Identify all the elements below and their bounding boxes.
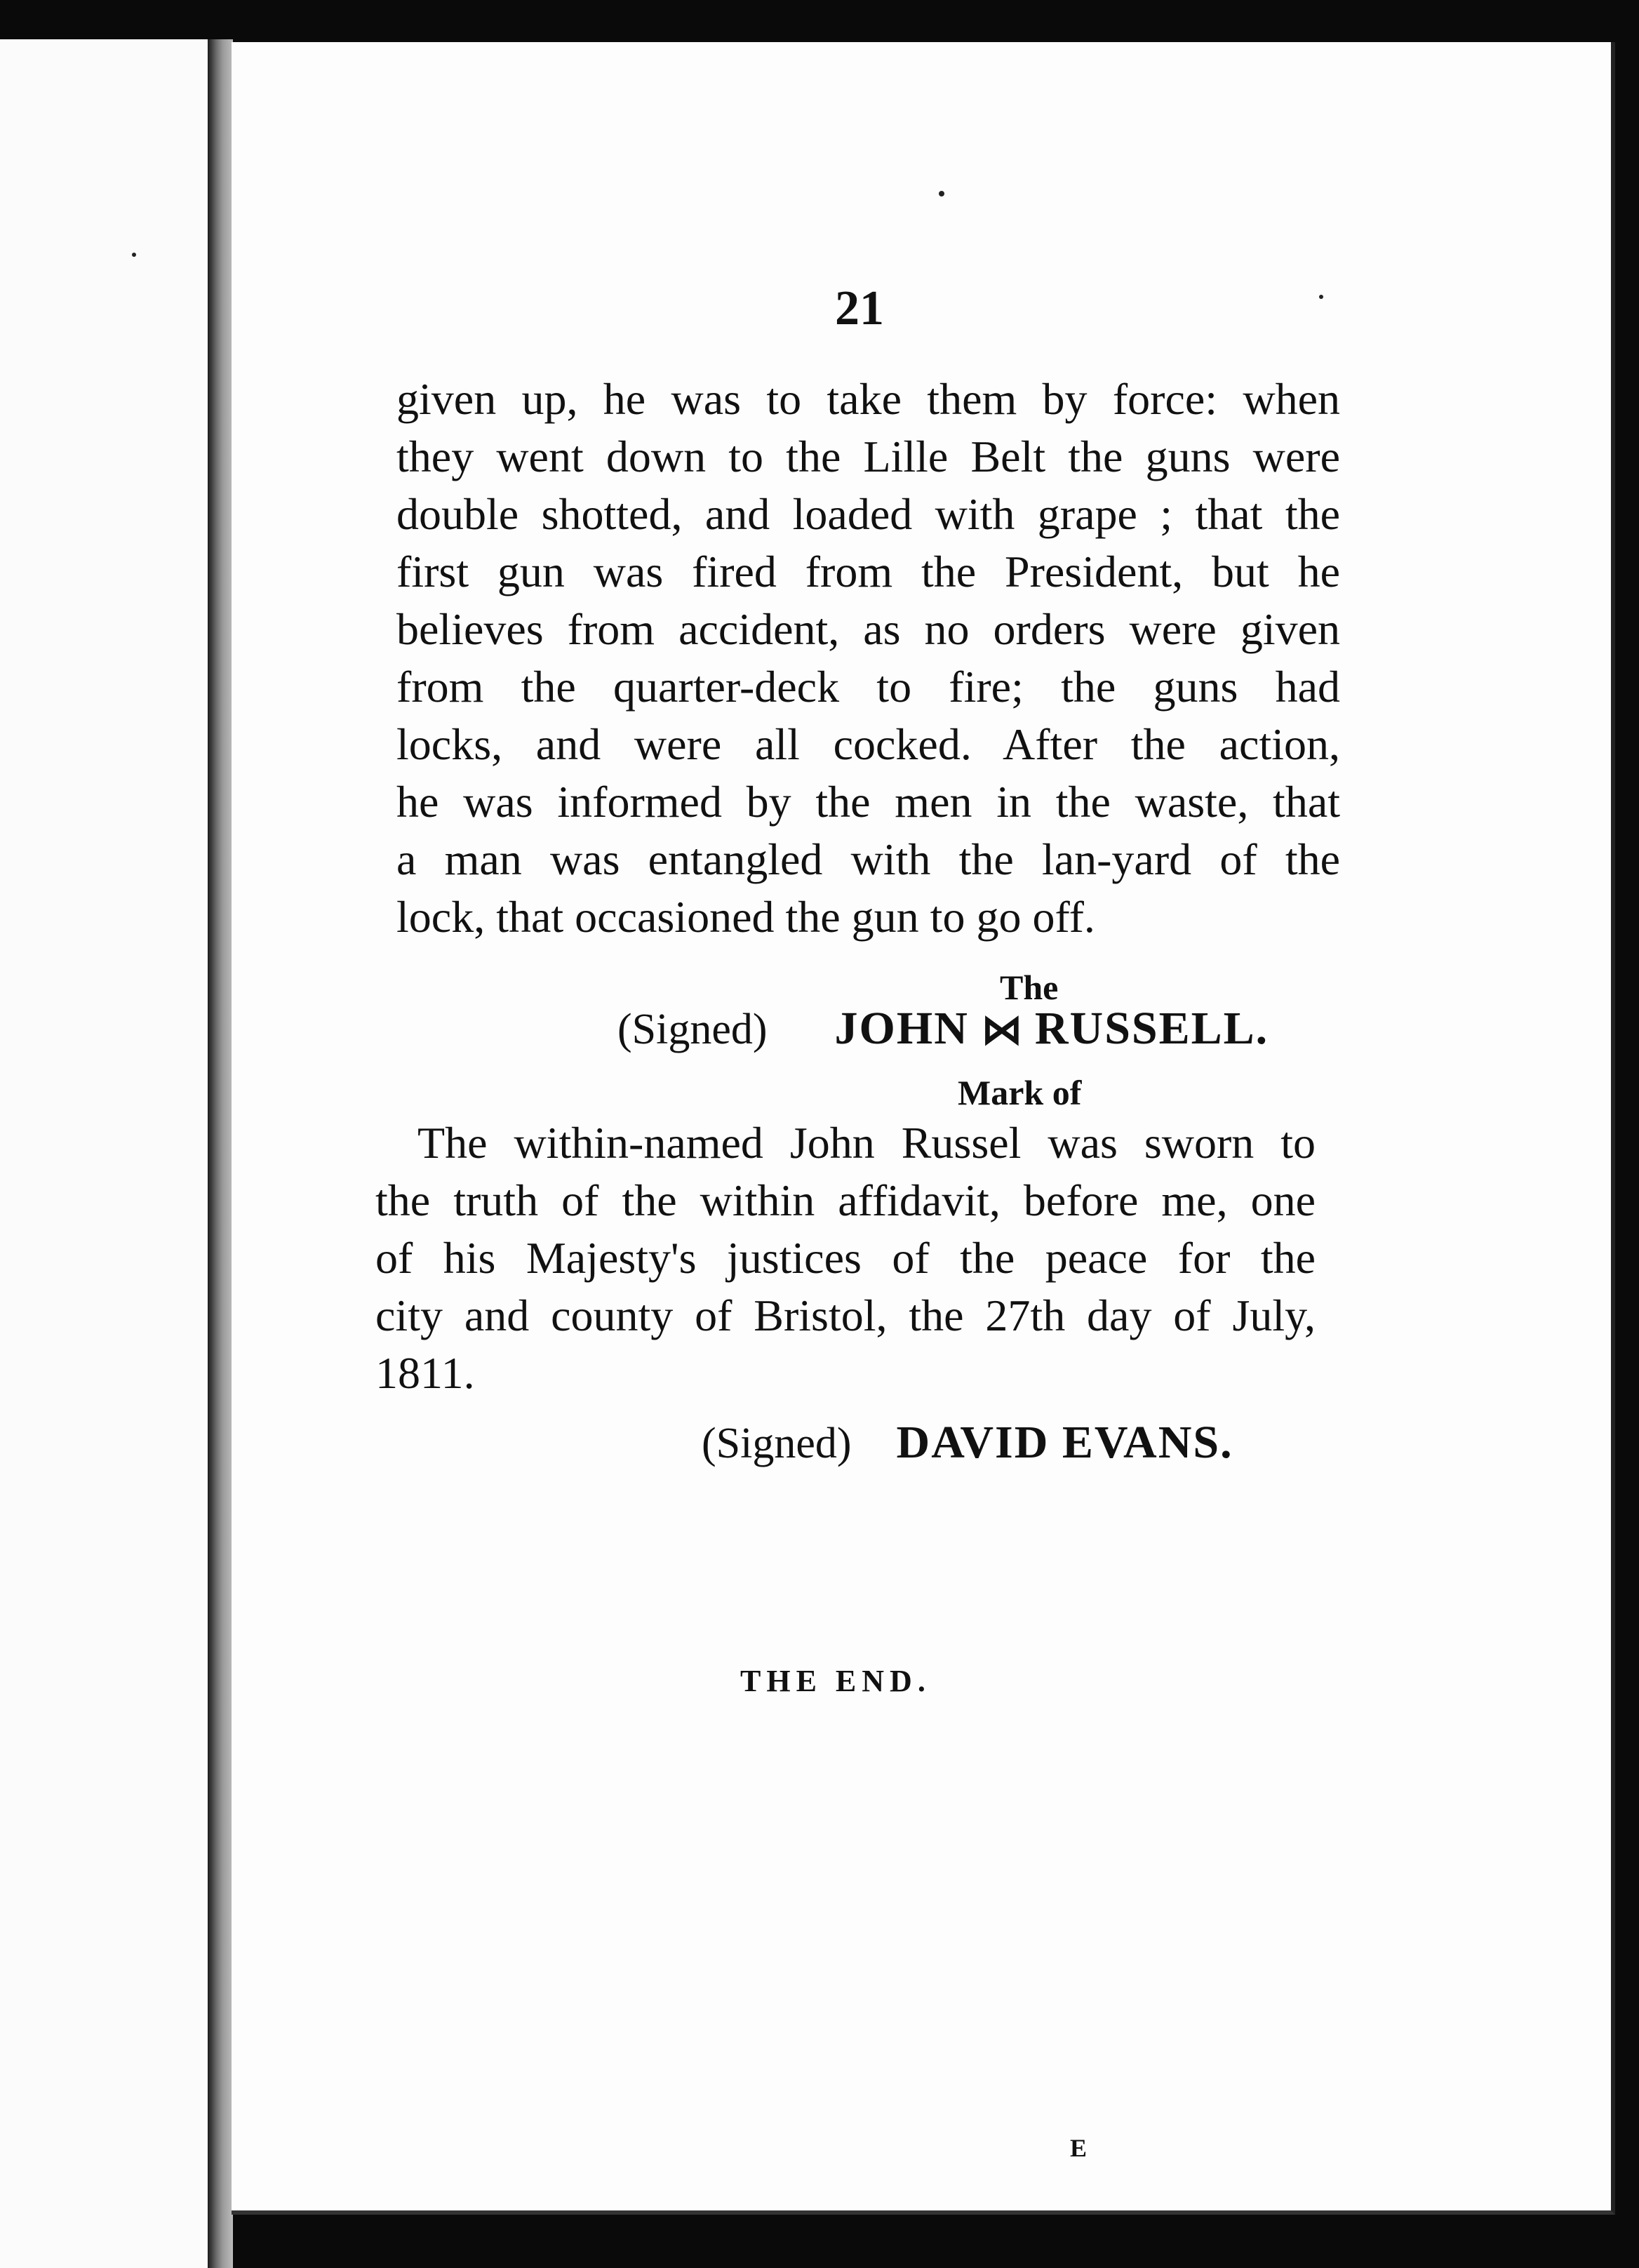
x-mark-icon: ⋈ xyxy=(981,1007,1022,1053)
body-line: believes from accident, as no orders were given xyxy=(396,604,1340,654)
body-line: locks, and were all cocked. After the action, xyxy=(396,719,1340,769)
affidavit-line: 1811. xyxy=(375,1348,475,1398)
body-line: lock, that occasioned the gun to go off. xyxy=(396,892,1095,942)
magistrate-name: DAVID EVANS. xyxy=(896,1417,1233,1468)
body-line: first gun was fired from the President, but he xyxy=(396,547,1340,596)
ink-speck xyxy=(1319,295,1323,299)
page-number: 21 xyxy=(835,281,884,335)
body-line: double shotted, and loaded with grape ; that the xyxy=(396,489,1340,539)
body-line: he was informed by the men in the waste, that xyxy=(396,777,1340,827)
affidavit-line: the truth of the within affidavit, before me, one xyxy=(375,1175,1316,1225)
body-line: given up, he was to take them by force: when xyxy=(396,374,1340,424)
book-spine xyxy=(208,39,233,2268)
the-end-label: THE END. xyxy=(740,1664,931,1698)
mark-label-bottom: Mark of xyxy=(958,1073,1082,1112)
signature-line-evans xyxy=(702,1416,1233,1469)
ink-speck xyxy=(132,253,136,257)
affidavit-paragraph xyxy=(375,1114,1316,1402)
signed-label: (Signed) xyxy=(702,1420,852,1467)
body-paragraph xyxy=(396,371,1340,946)
printer-signature-mark: E xyxy=(1070,2134,1088,2162)
affidavit-line: of his Majesty's justices of the peace for the xyxy=(375,1233,1316,1283)
signatory-first-name: JOHN xyxy=(834,1003,969,1054)
signatory-last-name: RUSSELL. xyxy=(1034,1003,1269,1054)
left-page-edge xyxy=(0,39,210,2268)
signed-label: (Signed) xyxy=(617,1006,768,1053)
ink-speck xyxy=(939,191,944,196)
mark-label-top: The xyxy=(1000,968,1059,1007)
affidavit-line: The within-named John Russel was sworn to xyxy=(417,1118,1316,1168)
body-line: a man was entangled with the lan-yard of the xyxy=(396,834,1340,884)
body-line: from the quarter-deck to fire; the guns had xyxy=(396,662,1340,712)
body-line: they went down to the Lille Belt the guns were xyxy=(396,432,1340,481)
signature-line-russell xyxy=(617,1002,1269,1055)
affidavit-line: city and county of Bristol, the 27th day of July, xyxy=(375,1290,1316,1340)
